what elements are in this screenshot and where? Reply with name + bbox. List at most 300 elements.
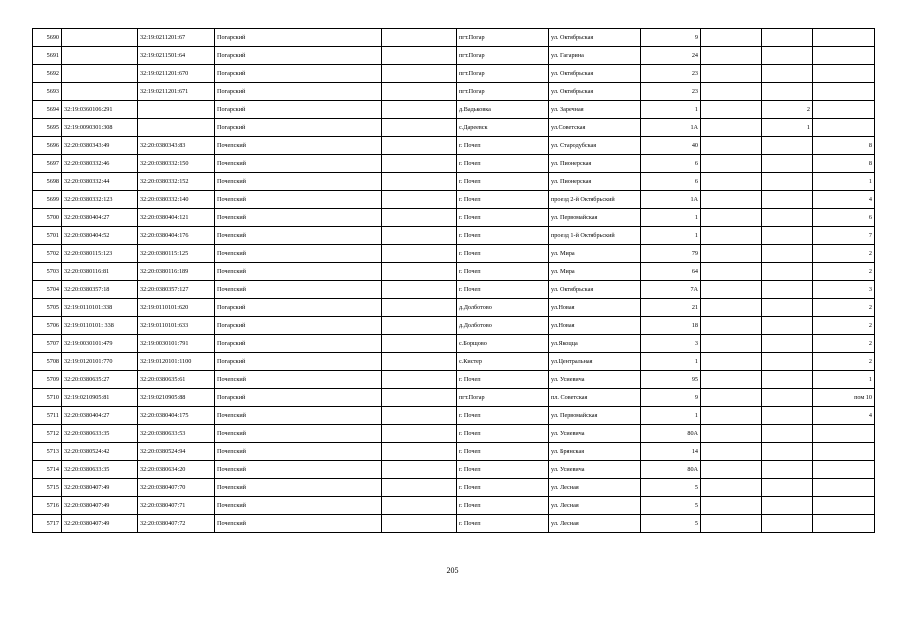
settlement-cell: г. Почеп: [457, 425, 549, 443]
blank-cell: [382, 101, 457, 119]
object-cadastral-number-cell: 32:20:0380343:83: [138, 137, 215, 155]
record-number-cell: 5697: [33, 155, 62, 173]
building-number-cell: [762, 335, 813, 353]
table-row: [33, 371, 875, 389]
record-number-cell: 5715: [33, 479, 62, 497]
table-row: [33, 479, 875, 497]
apartment-cell: 2: [813, 245, 875, 263]
cadastral-number-cell: 32:19:0090301:308: [62, 119, 138, 137]
blank-cell: [701, 209, 762, 227]
cadastral-number-cell: 32:20:0380404:27: [62, 209, 138, 227]
table-row: [33, 209, 875, 227]
table-row: [33, 461, 875, 479]
table-row: [33, 425, 875, 443]
house-number-cell: 80А: [641, 425, 701, 443]
building-number-cell: [762, 407, 813, 425]
blank-cell: [382, 281, 457, 299]
building-number-cell: [762, 137, 813, 155]
table-row: [33, 173, 875, 191]
object-cadastral-number-cell: 32:19:0110101:620: [138, 299, 215, 317]
object-cadastral-number-cell: 32:20:0380115:125: [138, 245, 215, 263]
settlement-cell: д.Долботово: [457, 317, 549, 335]
district-cell: Погарский: [215, 29, 382, 47]
blank-cell: [701, 83, 762, 101]
street-cell: ул. Стародубская: [549, 137, 641, 155]
house-number-cell: 80А: [641, 461, 701, 479]
table-row: [33, 407, 875, 425]
street-cell: ул.Новая: [549, 299, 641, 317]
district-cell: Погарский: [215, 119, 382, 137]
settlement-cell: пгт.Погар: [457, 83, 549, 101]
record-number-cell: 5711: [33, 407, 62, 425]
cadastral-number-cell: 32:20:0380357:18: [62, 281, 138, 299]
blank-cell: [701, 47, 762, 65]
blank-cell: [382, 65, 457, 83]
street-cell: ул. Мира: [549, 245, 641, 263]
cadastral-number-cell: 32:20:0380343:49: [62, 137, 138, 155]
house-number-cell: 5: [641, 497, 701, 515]
record-number-cell: 5701: [33, 227, 62, 245]
settlement-cell: пгт.Погар: [457, 29, 549, 47]
building-number-cell: [762, 281, 813, 299]
building-number-cell: [762, 461, 813, 479]
street-cell: ул.Новая: [549, 317, 641, 335]
street-cell: ул. Лесная: [549, 497, 641, 515]
record-number-cell: 5712: [33, 425, 62, 443]
record-number-cell: 5705: [33, 299, 62, 317]
object-cadastral-number-cell: 32:20:0380524:94: [138, 443, 215, 461]
apartment-cell: 2: [813, 353, 875, 371]
object-cadastral-number-cell: 32:19:0030101:791: [138, 335, 215, 353]
object-cadastral-number-cell: 32:20:0380407:72: [138, 515, 215, 533]
house-number-cell: 1: [641, 353, 701, 371]
district-cell: Погарский: [215, 65, 382, 83]
object-cadastral-number-cell: 32:19:0211201:670: [138, 65, 215, 83]
building-number-cell: [762, 263, 813, 281]
blank-cell: [701, 65, 762, 83]
blank-cell: [701, 497, 762, 515]
cadastral-number-cell: 32:20:0380524:42: [62, 443, 138, 461]
street-cell: ул.Советская: [549, 119, 641, 137]
apartment-cell: [813, 83, 875, 101]
house-number-cell: 64: [641, 263, 701, 281]
cadastral-number-cell: 32:19:0110101:338: [62, 299, 138, 317]
table-row: [33, 137, 875, 155]
record-number-cell: 5707: [33, 335, 62, 353]
apartment-cell: 1: [813, 371, 875, 389]
settlement-cell: г. Почеп: [457, 497, 549, 515]
building-number-cell: [762, 389, 813, 407]
cadastral-number-cell: 32:19:0110101: 338: [62, 317, 138, 335]
blank-cell: [701, 137, 762, 155]
district-cell: Почепский: [215, 443, 382, 461]
blank-cell: [701, 425, 762, 443]
blank-cell: [701, 389, 762, 407]
blank-cell: [382, 47, 457, 65]
table-row: [33, 299, 875, 317]
blank-cell: [701, 443, 762, 461]
street-cell: ул. Октябрьская: [549, 29, 641, 47]
building-number-cell: [762, 425, 813, 443]
table-row: [33, 245, 875, 263]
house-number-cell: 1А: [641, 191, 701, 209]
district-cell: Почепский: [215, 515, 382, 533]
cadastral-number-cell: 32:19:0210905:81: [62, 389, 138, 407]
district-cell: Почепский: [215, 479, 382, 497]
object-cadastral-number-cell: 32:19:0211501:64: [138, 47, 215, 65]
house-number-cell: 18: [641, 317, 701, 335]
district-cell: Погарский: [215, 47, 382, 65]
record-number-cell: 5717: [33, 515, 62, 533]
district-cell: Почепский: [215, 497, 382, 515]
settlement-cell: г. Почеп: [457, 137, 549, 155]
object-cadastral-number-cell: 32:20:0380635:61: [138, 371, 215, 389]
house-number-cell: 95: [641, 371, 701, 389]
apartment-cell: 8: [813, 155, 875, 173]
cadastral-number-cell: 32:20:0380407:49: [62, 497, 138, 515]
table-row: [33, 353, 875, 371]
house-number-cell: 1: [641, 227, 701, 245]
record-number-cell: 5708: [33, 353, 62, 371]
district-cell: Почепский: [215, 227, 382, 245]
street-cell: ул. Пионерская: [549, 155, 641, 173]
blank-cell: [382, 425, 457, 443]
table-row: [33, 227, 875, 245]
apartment-cell: [813, 497, 875, 515]
table-row: [33, 389, 875, 407]
street-cell: ул. Брянская: [549, 443, 641, 461]
settlement-cell: пгт.Погар: [457, 47, 549, 65]
table-row: [33, 443, 875, 461]
cadastral-number-cell: [62, 83, 138, 101]
blank-cell: [382, 353, 457, 371]
blank-cell: [382, 317, 457, 335]
district-cell: Погарский: [215, 335, 382, 353]
house-number-cell: 24: [641, 47, 701, 65]
blank-cell: [382, 389, 457, 407]
building-number-cell: [762, 209, 813, 227]
blank-cell: [701, 119, 762, 137]
building-number-cell: [762, 29, 813, 47]
street-cell: ул. Первомайская: [549, 407, 641, 425]
district-cell: Погарский: [215, 299, 382, 317]
cadastral-number-cell: 32:20:0380116:81: [62, 263, 138, 281]
blank-cell: [382, 155, 457, 173]
object-cadastral-number-cell: 32:20:0380634:20: [138, 461, 215, 479]
settlement-cell: с.Кистер: [457, 353, 549, 371]
house-number-cell: 14: [641, 443, 701, 461]
district-cell: Почепский: [215, 209, 382, 227]
apartment-cell: 2: [813, 317, 875, 335]
blank-cell: [382, 443, 457, 461]
object-cadastral-number-cell: 32:20:0380116:189: [138, 263, 215, 281]
table-row: [33, 281, 875, 299]
house-number-cell: 5: [641, 515, 701, 533]
blank-cell: [701, 101, 762, 119]
district-cell: Погарский: [215, 101, 382, 119]
building-number-cell: [762, 47, 813, 65]
cadastral-number-cell: 32:20:0380404:52: [62, 227, 138, 245]
apartment-cell: [813, 461, 875, 479]
blank-cell: [382, 245, 457, 263]
record-number-cell: 5691: [33, 47, 62, 65]
house-number-cell: 5: [641, 479, 701, 497]
record-number-cell: 5695: [33, 119, 62, 137]
blank-cell: [382, 173, 457, 191]
object-cadastral-number-cell: 32:19:0211201:67: [138, 29, 215, 47]
table-row: [33, 263, 875, 281]
street-cell: ул. Октябрьская: [549, 281, 641, 299]
apartment-cell: 1: [813, 173, 875, 191]
district-cell: Почепский: [215, 137, 382, 155]
apartment-cell: пом 10: [813, 389, 875, 407]
settlement-cell: пгт.Погар: [457, 389, 549, 407]
building-number-cell: [762, 173, 813, 191]
blank-cell: [701, 29, 762, 47]
street-cell: ул. Октябрьская: [549, 65, 641, 83]
blank-cell: [701, 173, 762, 191]
apartment-cell: [813, 443, 875, 461]
apartment-cell: 2: [813, 299, 875, 317]
house-number-cell: 6: [641, 173, 701, 191]
building-number-cell: 2: [762, 101, 813, 119]
house-number-cell: 79: [641, 245, 701, 263]
cadastral-number-cell: 32:20:0380404:27: [62, 407, 138, 425]
district-cell: Почепский: [215, 155, 382, 173]
house-number-cell: 1: [641, 209, 701, 227]
settlement-cell: г. Почеп: [457, 371, 549, 389]
house-number-cell: 3: [641, 335, 701, 353]
blank-cell: [701, 155, 762, 173]
apartment-cell: 2: [813, 263, 875, 281]
street-cell: ул. Заречная: [549, 101, 641, 119]
building-number-cell: [762, 245, 813, 263]
blank-cell: [382, 263, 457, 281]
object-cadastral-number-cell: 32:20:0380404:121: [138, 209, 215, 227]
house-number-cell: 1: [641, 101, 701, 119]
table-row: [33, 191, 875, 209]
district-cell: Почепский: [215, 461, 382, 479]
cadastral-number-cell: 32:20:0380332:123: [62, 191, 138, 209]
apartment-cell: [813, 65, 875, 83]
blank-cell: [701, 245, 762, 263]
blank-cell: [382, 461, 457, 479]
table-row: [33, 155, 875, 173]
building-number-cell: [762, 191, 813, 209]
object-cadastral-number-cell: 32:20:0380332:152: [138, 173, 215, 191]
object-cadastral-number-cell: 32:20:0380407:71: [138, 497, 215, 515]
apartment-cell: 4: [813, 191, 875, 209]
building-number-cell: [762, 65, 813, 83]
district-cell: Погарский: [215, 83, 382, 101]
object-cadastral-number-cell: 32:19:0120101:1100: [138, 353, 215, 371]
object-cadastral-number-cell: [138, 101, 215, 119]
house-number-cell: 40: [641, 137, 701, 155]
object-cadastral-number-cell: 32:19:0211201:671: [138, 83, 215, 101]
record-number-cell: 5713: [33, 443, 62, 461]
house-number-cell: 1А: [641, 119, 701, 137]
table-row: [33, 335, 875, 353]
blank-cell: [382, 299, 457, 317]
blank-cell: [701, 317, 762, 335]
blank-cell: [701, 227, 762, 245]
blank-cell: [382, 497, 457, 515]
settlement-cell: г. Почеп: [457, 515, 549, 533]
cadastral-number-cell: 32:20:0380633:35: [62, 425, 138, 443]
settlement-cell: г. Почеп: [457, 479, 549, 497]
street-cell: ул. Гагарина: [549, 47, 641, 65]
object-cadastral-number-cell: 32:20:0380357:127: [138, 281, 215, 299]
district-cell: Почепский: [215, 425, 382, 443]
district-cell: Почепский: [215, 173, 382, 191]
blank-cell: [382, 83, 457, 101]
record-number-cell: 5690: [33, 29, 62, 47]
apartment-cell: [813, 479, 875, 497]
building-number-cell: [762, 83, 813, 101]
cadastral-number-cell: 32:19:0030101:479: [62, 335, 138, 353]
table-row: [33, 65, 875, 83]
settlement-cell: г. Почеп: [457, 155, 549, 173]
building-number-cell: 1: [762, 119, 813, 137]
settlement-cell: г. Почеп: [457, 281, 549, 299]
building-number-cell: [762, 515, 813, 533]
blank-cell: [701, 407, 762, 425]
record-number-cell: 5706: [33, 317, 62, 335]
record-number-cell: 5700: [33, 209, 62, 227]
street-cell: проезд 2-й Октябрьский: [549, 191, 641, 209]
blank-cell: [701, 479, 762, 497]
object-cadastral-number-cell: 32:20:0380332:140: [138, 191, 215, 209]
settlement-cell: пгт.Погар: [457, 65, 549, 83]
record-number-cell: 5699: [33, 191, 62, 209]
building-number-cell: [762, 155, 813, 173]
record-number-cell: 5698: [33, 173, 62, 191]
cadastral-number-cell: 32:20:0380115:123: [62, 245, 138, 263]
settlement-cell: г. Почеп: [457, 227, 549, 245]
apartment-cell: [813, 425, 875, 443]
settlement-cell: д.Долботово: [457, 299, 549, 317]
object-cadastral-number-cell: 32:20:0380404:176: [138, 227, 215, 245]
apartment-cell: 7: [813, 227, 875, 245]
cadastral-number-cell: 32:20:0380332:44: [62, 173, 138, 191]
street-cell: ул. Мира: [549, 263, 641, 281]
table-row: [33, 497, 875, 515]
record-number-cell: 5709: [33, 371, 62, 389]
house-number-cell: 6: [641, 155, 701, 173]
building-number-cell: [762, 371, 813, 389]
blank-cell: [701, 191, 762, 209]
cadastral-number-cell: [62, 47, 138, 65]
object-cadastral-number-cell: 32:20:0380633:53: [138, 425, 215, 443]
object-cadastral-number-cell: 32:20:0380407:70: [138, 479, 215, 497]
blank-cell: [701, 335, 762, 353]
settlement-cell: д.Вадьковка: [457, 101, 549, 119]
blank-cell: [382, 191, 457, 209]
record-number-cell: 5694: [33, 101, 62, 119]
registry-table: [32, 28, 875, 533]
district-cell: Погарский: [215, 389, 382, 407]
building-number-cell: [762, 317, 813, 335]
record-number-cell: 5716: [33, 497, 62, 515]
house-number-cell: 21: [641, 299, 701, 317]
blank-cell: [701, 515, 762, 533]
blank-cell: [382, 209, 457, 227]
blank-cell: [701, 281, 762, 299]
street-cell: ул. Лесная: [549, 515, 641, 533]
blank-cell: [701, 263, 762, 281]
settlement-cell: с.Дареевск: [457, 119, 549, 137]
cadastral-number-cell: 32:20:0380407:49: [62, 479, 138, 497]
district-cell: Погарский: [215, 353, 382, 371]
street-cell: пл. Советская: [549, 389, 641, 407]
blank-cell: [382, 479, 457, 497]
blank-cell: [382, 515, 457, 533]
building-number-cell: [762, 299, 813, 317]
district-cell: Погарский: [215, 317, 382, 335]
cadastral-number-cell: 32:20:0380332:46: [62, 155, 138, 173]
street-cell: ул. Усиевича: [549, 371, 641, 389]
settlement-cell: с.Борщово: [457, 335, 549, 353]
apartment-cell: [813, 119, 875, 137]
blank-cell: [382, 29, 457, 47]
building-number-cell: [762, 353, 813, 371]
object-cadastral-number-cell: [138, 119, 215, 137]
apartment-cell: [813, 515, 875, 533]
house-number-cell: 7А: [641, 281, 701, 299]
cadastral-number-cell: 32:19:0120101:770: [62, 353, 138, 371]
settlement-cell: г. Почеп: [457, 173, 549, 191]
table-row: [33, 119, 875, 137]
street-cell: ул. Октябрьская: [549, 83, 641, 101]
record-number-cell: 5703: [33, 263, 62, 281]
settlement-cell: г. Почеп: [457, 209, 549, 227]
object-cadastral-number-cell: 32:19:0210905:88: [138, 389, 215, 407]
table-row: [33, 47, 875, 65]
district-cell: Почепский: [215, 191, 382, 209]
house-number-cell: 23: [641, 83, 701, 101]
object-cadastral-number-cell: 32:20:0380404:175: [138, 407, 215, 425]
object-cadastral-number-cell: 32:20:0380332:150: [138, 155, 215, 173]
table-row: [33, 317, 875, 335]
blank-cell: [701, 299, 762, 317]
record-number-cell: 5693: [33, 83, 62, 101]
district-cell: Почепский: [215, 281, 382, 299]
table-row: [33, 83, 875, 101]
district-cell: Почепский: [215, 371, 382, 389]
street-cell: ул. Усиевича: [549, 461, 641, 479]
apartment-cell: 2: [813, 335, 875, 353]
cadastral-number-cell: 32:20:0380633:35: [62, 461, 138, 479]
blank-cell: [382, 227, 457, 245]
table-body: [33, 29, 875, 533]
apartment-cell: 6: [813, 209, 875, 227]
street-cell: ул. Лесная: [549, 479, 641, 497]
blank-cell: [701, 371, 762, 389]
blank-cell: [701, 353, 762, 371]
blank-cell: [701, 461, 762, 479]
street-cell: ул. Усиевича: [549, 425, 641, 443]
street-cell: ул. Первомайская: [549, 209, 641, 227]
settlement-cell: г. Почеп: [457, 407, 549, 425]
page-number: 205: [446, 566, 459, 575]
house-number-cell: 23: [641, 65, 701, 83]
blank-cell: [382, 137, 457, 155]
record-number-cell: 5714: [33, 461, 62, 479]
cadastral-number-cell: 32:20:0380635:27: [62, 371, 138, 389]
cadastral-number-cell: 32:19:0360106:291: [62, 101, 138, 119]
district-cell: Почепский: [215, 263, 382, 281]
cadastral-number-cell: [62, 65, 138, 83]
